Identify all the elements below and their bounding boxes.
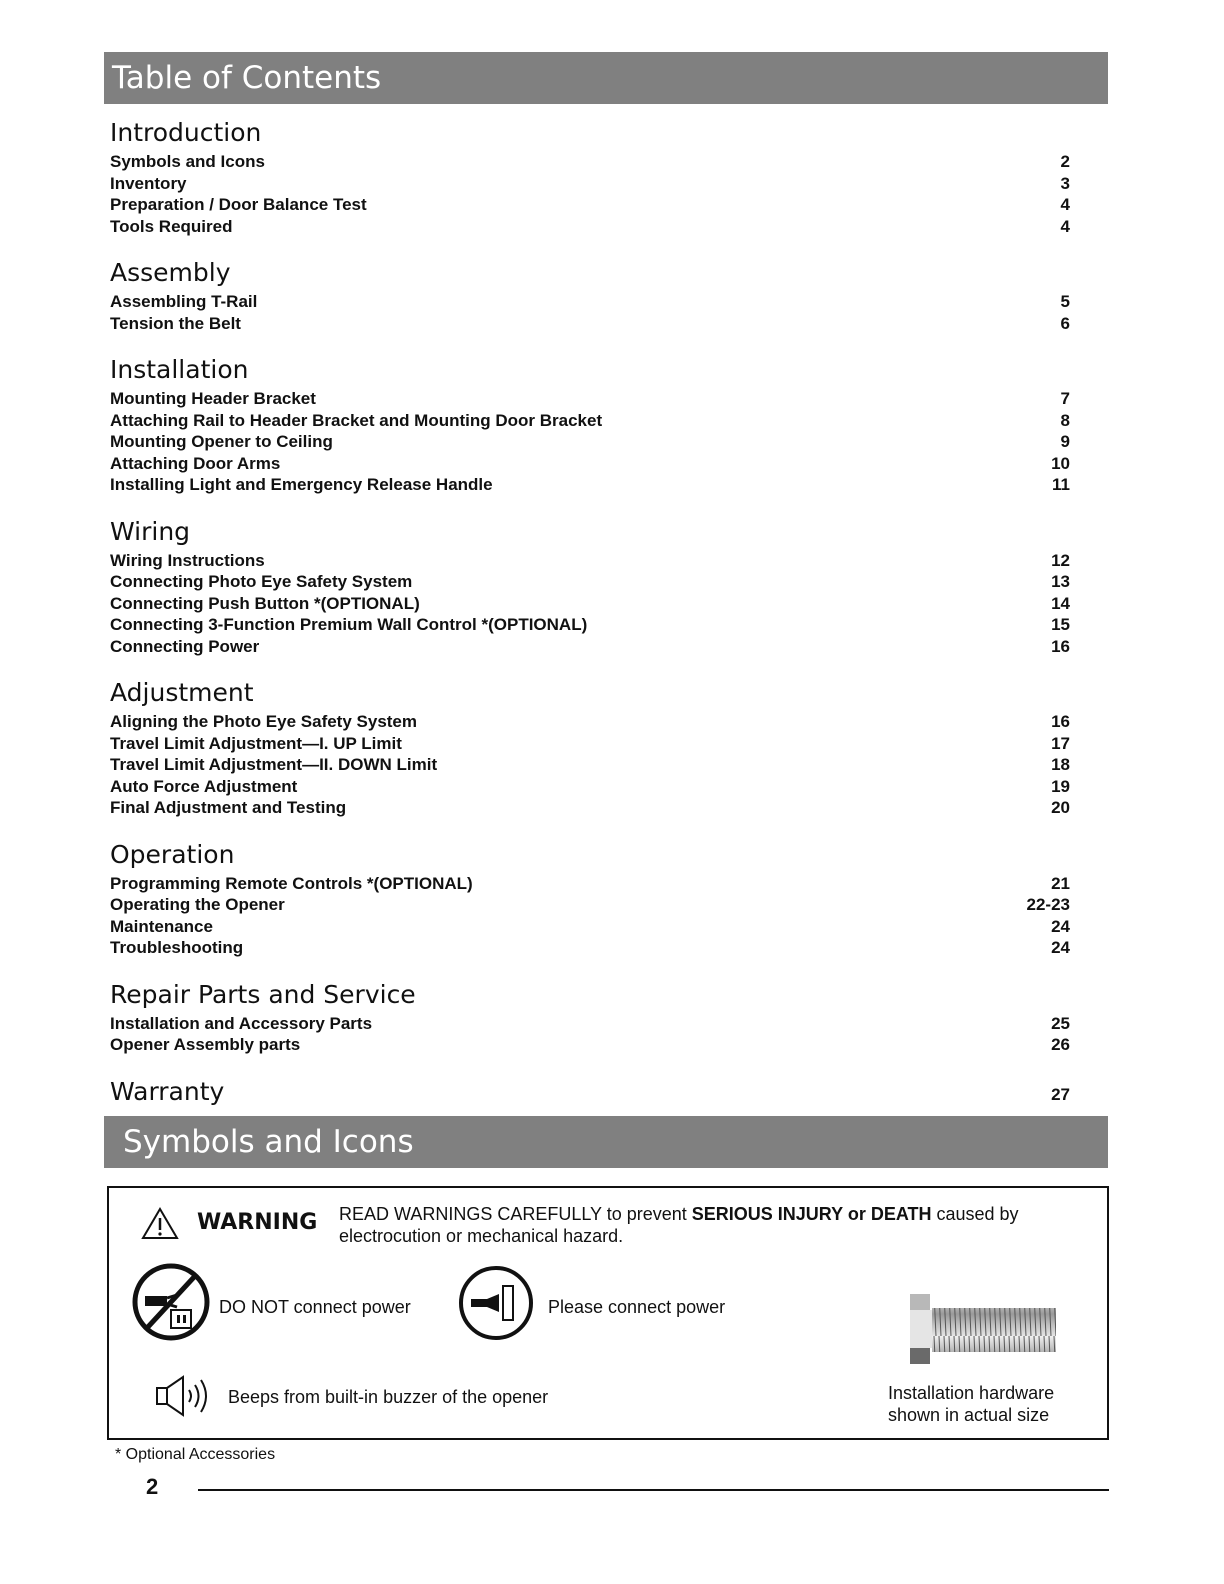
section-title: Operation — [110, 839, 235, 869]
toc-entry — [110, 453, 1070, 475]
plug-connect-icon — [457, 1264, 535, 1342]
toc-section — [110, 118, 1070, 237]
toc-entry-label: Operating the Opener — [110, 895, 285, 914]
page-number: 2 — [146, 1474, 159, 1499]
toc-entry — [110, 636, 1070, 658]
toc-entry-page: 27 — [1051, 1084, 1070, 1104]
toc-entry-label: Installation and Accessory Parts — [110, 1013, 373, 1033]
toc-entry — [110, 1013, 1070, 1035]
toc-entry — [110, 776, 1070, 798]
toc-entry — [110, 916, 1070, 938]
toc-entry-label: Aligning the Photo Eye Safety System — [110, 712, 418, 731]
symbols-box — [107, 1186, 1109, 1440]
beeps-label: Beeps from built-in buzzer of the opener — [228, 1387, 549, 1407]
toc-section — [110, 258, 1070, 334]
warning-text-post: caused by electrocution or mechanical hazard. — [339, 1204, 1019, 1246]
toc-entry-label: Symbols and Icons — [110, 152, 265, 171]
warning-text-bold: SERIOUS INJURY or DEATH — [691, 1204, 932, 1224]
warning-triangle-icon — [141, 1206, 179, 1240]
toc-entry-label: Connecting Power — [110, 636, 260, 656]
toc-entry — [110, 474, 1070, 496]
toc-entry-label: Travel Limit Adjustment—I. UP Limit — [110, 733, 402, 753]
toc-entry-page: 5 — [1060, 292, 1070, 311]
section-title: Warranty — [110, 1076, 225, 1106]
toc-entry-label: Attaching Rail to Header Bracket and Mounting Door Bracket — [110, 410, 603, 430]
bolt-icon — [908, 1292, 1060, 1368]
toc-entry-page: 13 — [1051, 572, 1070, 591]
toc-entry-page: 16 — [1051, 636, 1070, 656]
toc-entry-page: 10 — [1051, 453, 1070, 473]
toc-entry — [110, 614, 1070, 636]
toc-entry — [110, 733, 1070, 755]
toc-entry-page: 26 — [1051, 1035, 1070, 1054]
toc-entry-label: Travel Limit Adjustment—II. DOWN Limit — [110, 755, 438, 774]
toc-entry — [110, 313, 1070, 335]
section-title: Repair Parts and Service — [110, 979, 416, 1009]
toc-entry-page: 21 — [1051, 873, 1070, 893]
toc-entry-label: Installing Light and Emergency Release Handle — [110, 475, 493, 494]
toc-entry — [110, 550, 1070, 572]
toc-section — [110, 517, 1070, 658]
section-title: Assembly — [110, 258, 231, 287]
warning-text — [339, 1203, 1079, 1247]
warning-label: WARNING — [197, 1210, 318, 1235]
toc-section — [110, 678, 1070, 819]
toc-entry — [110, 173, 1070, 195]
toc-entry-label: Inventory — [110, 173, 187, 193]
toc-entry-page: 7 — [1060, 389, 1070, 408]
toc-entry — [110, 711, 1070, 733]
toc-entry — [110, 151, 1070, 173]
toc-entry-page: 17 — [1051, 733, 1070, 753]
hardware-line-2: shown in actual size — [888, 1405, 1050, 1425]
toc-entry — [110, 797, 1070, 819]
section-title: Introduction — [110, 118, 262, 147]
toc-entry-page: 25 — [1051, 1013, 1070, 1033]
toc-entry — [110, 894, 1070, 916]
toc-entry-label: Programming Remote Controls *(OPTIONAL) — [110, 873, 473, 893]
toc-entry-page: 3 — [1060, 173, 1070, 193]
toc-entry-page: 11 — [1052, 475, 1070, 494]
toc-entry — [110, 388, 1070, 410]
toc-section — [110, 355, 1070, 496]
toc-entry-page: 12 — [1051, 550, 1070, 570]
toc-entry-page: 15 — [1051, 615, 1070, 634]
toc-entry-page: 24 — [1051, 916, 1070, 936]
toc-entry-label: Connecting Photo Eye Safety System — [110, 572, 413, 591]
toc-entry-page: 8 — [1060, 410, 1070, 430]
toc-entry — [110, 571, 1070, 593]
toc-entry-page: 18 — [1051, 755, 1070, 774]
footer-rule — [198, 1489, 1109, 1491]
symbols-banner — [104, 1116, 1108, 1168]
table-of-contents — [110, 118, 1070, 1110]
toc-entry-label: Auto Force Adjustment — [110, 776, 298, 796]
toc-entry — [110, 410, 1070, 432]
section-title: Installation — [110, 355, 249, 384]
toc-entry — [110, 216, 1070, 238]
symbols-title: Symbols and Icons — [123, 1124, 414, 1160]
toc-entry — [110, 431, 1070, 453]
toc-entry — [110, 754, 1070, 776]
toc-entry-page: 4 — [1060, 216, 1070, 236]
toc-entry-page: 24 — [1051, 938, 1070, 957]
speaker-icon — [155, 1374, 217, 1418]
toc-section — [110, 980, 1070, 1056]
toc-entry — [110, 194, 1070, 216]
toc-entry-label: Assembling T-Rail — [110, 292, 258, 311]
toc-entry — [110, 593, 1070, 615]
toc-entry — [110, 873, 1070, 895]
toc-entry — [110, 1034, 1070, 1056]
toc-entry — [110, 291, 1070, 313]
toc-entry-page: 4 — [1060, 195, 1070, 214]
toc-entry-label: Attaching Door Arms — [110, 453, 281, 473]
do-not-connect-label: DO NOT connect power — [219, 1297, 411, 1317]
toc-entry-label: Maintenance — [110, 916, 213, 936]
toc-entry-page: 19 — [1051, 776, 1070, 796]
toc-entry-page: 6 — [1060, 313, 1070, 333]
toc-entry-page: 16 — [1051, 712, 1070, 731]
toc-entry-label: Connecting Push Button *(OPTIONAL) — [110, 593, 420, 613]
toc-entry-label: Connecting 3-Function Premium Wall Control *(OPTIONAL) — [110, 615, 588, 634]
toc-entry-page: 14 — [1051, 593, 1070, 613]
toc-entry-page: 20 — [1051, 798, 1070, 817]
toc-entry-label: Mounting Opener to Ceiling — [110, 432, 333, 451]
toc-entry-page: 9 — [1060, 432, 1070, 451]
toc-section — [110, 840, 1070, 959]
toc-entry-label: Mounting Header Bracket — [110, 389, 316, 408]
toc-banner — [104, 52, 1108, 104]
toc-entry-label: Wiring Instructions — [110, 550, 265, 570]
please-connect-label: Please connect power — [548, 1297, 726, 1317]
toc-entry-label: Tools Required — [110, 216, 233, 236]
no-plug-icon — [131, 1262, 211, 1342]
section-title: Adjustment — [110, 678, 254, 707]
toc-warranty — [110, 1077, 1070, 1110]
section-title: Wiring — [110, 516, 191, 546]
hardware-line-1: Installation hardware — [888, 1383, 1055, 1403]
footnote: * Optional Accessories — [115, 1446, 276, 1463]
toc-entry-page: 2 — [1060, 152, 1070, 171]
toc-entry-label: Preparation / Door Balance Test — [110, 195, 367, 214]
warning-text-pre: READ WARNINGS CAREFULLY to prevent — [339, 1204, 692, 1224]
toc-entry-label: Final Adjustment and Testing — [110, 798, 347, 817]
toc-entry-label: Troubleshooting — [110, 938, 244, 957]
toc-title: Table of Contents — [112, 60, 382, 96]
toc-entry-label: Opener Assembly parts — [110, 1035, 301, 1054]
toc-entry-page: 22-23 — [1026, 895, 1070, 914]
toc-entry — [110, 937, 1070, 959]
toc-entry-label: Tension the Belt — [110, 313, 241, 333]
